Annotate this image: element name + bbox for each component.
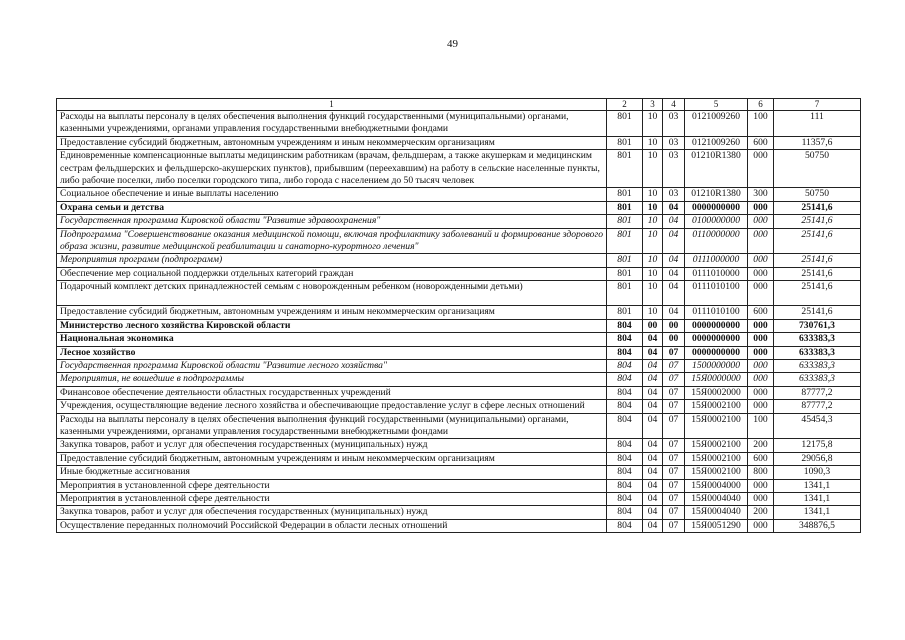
section-cell: 04 xyxy=(643,400,663,413)
subsection-cell: 03 xyxy=(663,188,685,201)
expense-type-cell: 000 xyxy=(748,492,774,505)
code-cell: 804 xyxy=(607,386,643,399)
target-article-cell: 0000000000 xyxy=(685,333,748,346)
section-cell: 04 xyxy=(643,439,663,452)
table-row xyxy=(57,215,861,228)
expense-type-cell: 000 xyxy=(748,319,774,332)
target-article-cell: 0111000000 xyxy=(685,254,748,267)
table-row xyxy=(57,267,861,280)
name-cell: Единовременные компенсационные выплаты медицинским работникам (врачам, фельдшерам, а также акушеркам и медицинским сестрам фельдшерских и фельдшерско-акушерских пунктов), прибывшим (переехавшим) на работу в сельские населенные пункты, либо рабочие поселки, либо поселки городского типа, либо города с населением до 50 тысяч человек xyxy=(57,150,607,188)
amount-cell: 633383,3 xyxy=(774,373,861,386)
target-article-cell: 0000000000 xyxy=(685,201,748,214)
target-article-cell: 0111010100 xyxy=(685,281,748,306)
amount-cell: 87777,2 xyxy=(774,386,861,399)
target-article-cell: 15Я0004040 xyxy=(685,492,748,505)
name-cell: Государственная программа Кировской области "Развитие здравоохранения" xyxy=(57,215,607,228)
subsection-cell: 07 xyxy=(663,413,685,439)
target-article-cell: 1500000000 xyxy=(685,359,748,372)
name-cell: Предоставление субсидий бюджетным, автономным учреждениям и иным некоммерческим организациям xyxy=(57,306,607,319)
target-article-cell: 15Я0051290 xyxy=(685,519,748,532)
amount-cell: 1090,3 xyxy=(774,466,861,479)
amount-cell: 348876,5 xyxy=(774,519,861,532)
amount-cell: 111 xyxy=(774,111,861,137)
subsection-cell: 04 xyxy=(663,201,685,214)
code-cell: 804 xyxy=(607,346,643,359)
name-cell: Финансовое обеспечение деятельности областных государственных учреждений xyxy=(57,386,607,399)
target-article-cell: 0121009260 xyxy=(685,111,748,137)
header-cell: 7 xyxy=(774,99,861,111)
subsection-cell: 07 xyxy=(663,346,685,359)
name-cell: Охрана семьи и детства xyxy=(57,201,607,214)
name-cell: Осуществление переданных полномочий Российской Федерации в области лесных отношений xyxy=(57,519,607,532)
target-article-cell: 15Я0004000 xyxy=(685,479,748,492)
subsection-cell: 00 xyxy=(663,333,685,346)
subsection-cell: 00 xyxy=(663,319,685,332)
table-row xyxy=(57,439,861,452)
code-cell: 804 xyxy=(607,319,643,332)
name-cell: Предоставление субсидий бюджетным, автономным учреждениям и иным некоммерческим организациям xyxy=(57,136,607,149)
expense-type-cell: 100 xyxy=(748,413,774,439)
amount-cell: 633383,3 xyxy=(774,359,861,372)
table-row xyxy=(57,281,861,306)
subsection-cell: 07 xyxy=(663,400,685,413)
table-row xyxy=(57,346,861,359)
target-article-cell: 0111010000 xyxy=(685,267,748,280)
name-cell: Социальное обеспечение и иные выплаты населению xyxy=(57,188,607,201)
table-row xyxy=(57,359,861,372)
code-cell: 804 xyxy=(607,492,643,505)
code-cell: 801 xyxy=(607,136,643,149)
name-cell: Расходы на выплаты персоналу в целях обеспечения выполнения функций государственными (муниципальными) органами, казенными учреждениями, органами управления государственными внебюджетными фондами xyxy=(57,413,607,439)
section-cell: 04 xyxy=(643,359,663,372)
subsection-cell: 03 xyxy=(663,136,685,149)
amount-cell: 1341,1 xyxy=(774,506,861,519)
subsection-cell: 04 xyxy=(663,254,685,267)
expense-type-cell: 000 xyxy=(748,333,774,346)
code-cell: 801 xyxy=(607,267,643,280)
code-cell: 801 xyxy=(607,150,643,188)
code-cell: 804 xyxy=(607,452,643,465)
subsection-cell: 07 xyxy=(663,386,685,399)
amount-cell: 25141,6 xyxy=(774,201,861,214)
target-article-cell: 15Я0002100 xyxy=(685,413,748,439)
table-row xyxy=(57,306,861,319)
amount-cell: 1341,1 xyxy=(774,492,861,505)
subsection-cell: 07 xyxy=(663,466,685,479)
amount-cell: 25141,6 xyxy=(774,281,861,306)
expense-type-cell: 000 xyxy=(748,228,774,254)
section-cell: 10 xyxy=(643,306,663,319)
header-cell: 6 xyxy=(748,99,774,111)
expense-type-cell: 000 xyxy=(748,359,774,372)
code-cell: 801 xyxy=(607,281,643,306)
section-cell: 04 xyxy=(643,492,663,505)
table-row xyxy=(57,201,861,214)
section-cell: 04 xyxy=(643,466,663,479)
subsection-cell: 03 xyxy=(663,111,685,137)
subsection-cell: 07 xyxy=(663,519,685,532)
section-cell: 10 xyxy=(643,281,663,306)
expense-type-cell: 200 xyxy=(748,506,774,519)
section-cell: 04 xyxy=(643,479,663,492)
code-cell: 801 xyxy=(607,111,643,137)
table-row xyxy=(57,111,861,137)
expense-type-cell: 000 xyxy=(748,281,774,306)
name-cell: Государственная программа Кировской области "Развитие лесного хозяйства" xyxy=(57,359,607,372)
section-cell: 00 xyxy=(643,319,663,332)
target-article-cell: 15Я0002000 xyxy=(685,386,748,399)
amount-cell: 1341,1 xyxy=(774,479,861,492)
target-article-cell: 0110000000 xyxy=(685,228,748,254)
amount-cell: 45454,3 xyxy=(774,413,861,439)
name-cell: Мероприятия программ (подпрограмм) xyxy=(57,254,607,267)
table-row xyxy=(57,373,861,386)
table-row xyxy=(57,479,861,492)
header-cell: 5 xyxy=(685,99,748,111)
name-cell: Предоставление субсидий бюджетным, автономным учреждениям и иным некоммерческим организациям xyxy=(57,452,607,465)
code-cell: 804 xyxy=(607,479,643,492)
table-row xyxy=(57,492,861,505)
subsection-cell: 07 xyxy=(663,452,685,465)
section-cell: 04 xyxy=(643,346,663,359)
header-cell: 1 xyxy=(57,99,607,111)
subsection-cell: 04 xyxy=(663,306,685,319)
header-cell: 4 xyxy=(663,99,685,111)
name-cell: Расходы на выплаты персоналу в целях обеспечения выполнения функций государственными (муниципальными) органами, казенными учреждениями, органами управления государственными внебюджетными фондами xyxy=(57,111,607,137)
table-row xyxy=(57,452,861,465)
section-cell: 10 xyxy=(643,254,663,267)
amount-cell: 29056,8 xyxy=(774,452,861,465)
code-cell: 801 xyxy=(607,228,643,254)
code-cell: 804 xyxy=(607,506,643,519)
code-cell: 801 xyxy=(607,215,643,228)
expense-type-cell: 300 xyxy=(748,188,774,201)
table-header-row xyxy=(57,99,861,111)
code-cell: 804 xyxy=(607,439,643,452)
name-cell: Национальная экономика xyxy=(57,333,607,346)
name-cell: Учреждения, осуществляющие ведение лесного хозяйства и обеспечивающие предоставление услуг в сфере лесных отношений xyxy=(57,400,607,413)
expense-type-cell: 000 xyxy=(748,400,774,413)
name-cell: Мероприятия, не вошедшие в подпрограммы xyxy=(57,373,607,386)
table-row xyxy=(57,150,861,188)
amount-cell: 50750 xyxy=(774,188,861,201)
table-row xyxy=(57,519,861,532)
section-cell: 04 xyxy=(643,413,663,439)
table-row xyxy=(57,319,861,332)
name-cell: Лесное хозяйство xyxy=(57,346,607,359)
code-cell: 801 xyxy=(607,254,643,267)
target-article-cell: 15Я0002100 xyxy=(685,439,748,452)
name-cell: Мероприятия в установленной сфере деятельности xyxy=(57,479,607,492)
table-row xyxy=(57,228,861,254)
expense-type-cell: 000 xyxy=(748,215,774,228)
section-cell: 10 xyxy=(643,150,663,188)
section-cell: 10 xyxy=(643,188,663,201)
code-cell: 801 xyxy=(607,188,643,201)
subsection-cell: 07 xyxy=(663,506,685,519)
code-cell: 804 xyxy=(607,359,643,372)
section-cell: 04 xyxy=(643,506,663,519)
section-cell: 10 xyxy=(643,215,663,228)
subsection-cell: 07 xyxy=(663,439,685,452)
target-article-cell: 15Я0000000 xyxy=(685,373,748,386)
name-cell: Подпрограмма "Совершенствование оказания медицинской помощи, включая профилактику заболеваний и формирование здорового образа жизни, развитие медицинской реабилитации и санаторно-курортного лечения" xyxy=(57,228,607,254)
amount-cell: 633383,3 xyxy=(774,346,861,359)
code-cell: 801 xyxy=(607,201,643,214)
table-row xyxy=(57,188,861,201)
header-cell: 3 xyxy=(643,99,663,111)
table-row xyxy=(57,506,861,519)
amount-cell: 50750 xyxy=(774,150,861,188)
name-cell: Обеспечение мер социальной поддержки отдельных категорий граждан xyxy=(57,267,607,280)
target-article-cell: 0111010100 xyxy=(685,306,748,319)
table-row xyxy=(57,413,861,439)
section-cell: 10 xyxy=(643,228,663,254)
table-row xyxy=(57,136,861,149)
amount-cell: 730761,3 xyxy=(774,319,861,332)
name-cell: Иные бюджетные ассигнования xyxy=(57,466,607,479)
table-row xyxy=(57,386,861,399)
subsection-cell: 04 xyxy=(663,228,685,254)
target-article-cell: 0121009260 xyxy=(685,136,748,149)
header-cell: 2 xyxy=(607,99,643,111)
expense-type-cell: 000 xyxy=(748,519,774,532)
expense-type-cell: 000 xyxy=(748,479,774,492)
section-cell: 04 xyxy=(643,373,663,386)
expense-type-cell: 100 xyxy=(748,111,774,137)
code-cell: 804 xyxy=(607,413,643,439)
subsection-cell: 03 xyxy=(663,150,685,188)
target-article-cell: 0100000000 xyxy=(685,215,748,228)
section-cell: 10 xyxy=(643,111,663,137)
expense-type-cell: 000 xyxy=(748,150,774,188)
section-cell: 04 xyxy=(643,452,663,465)
target-article-cell: 01210R1380 xyxy=(685,150,748,188)
expense-type-cell: 200 xyxy=(748,439,774,452)
subsection-cell: 07 xyxy=(663,479,685,492)
budget-table xyxy=(56,98,861,533)
name-cell: Подарочный комплект детских принадлежностей семьям с новорожденным ребенком (новорожденными детьми) xyxy=(57,281,607,306)
target-article-cell: 15Я0002100 xyxy=(685,466,748,479)
code-cell: 804 xyxy=(607,333,643,346)
expense-type-cell: 000 xyxy=(748,386,774,399)
expense-type-cell: 000 xyxy=(748,267,774,280)
code-cell: 804 xyxy=(607,519,643,532)
target-article-cell: 15Я0004040 xyxy=(685,506,748,519)
subsection-cell: 04 xyxy=(663,281,685,306)
name-cell: Министерство лесного хозяйства Кировской области xyxy=(57,319,607,332)
table-row xyxy=(57,254,861,267)
name-cell: Мероприятия в установленной сфере деятельности xyxy=(57,492,607,505)
section-cell: 04 xyxy=(643,386,663,399)
amount-cell: 12175,8 xyxy=(774,439,861,452)
expense-type-cell: 800 xyxy=(748,466,774,479)
code-cell: 804 xyxy=(607,400,643,413)
amount-cell: 87777,2 xyxy=(774,400,861,413)
expense-type-cell: 000 xyxy=(748,201,774,214)
subsection-cell: 04 xyxy=(663,267,685,280)
subsection-cell: 07 xyxy=(663,492,685,505)
amount-cell: 11357,6 xyxy=(774,136,861,149)
name-cell: Закупка товаров, работ и услуг для обеспечения государственных (муниципальных) нужд xyxy=(57,439,607,452)
amount-cell: 25141,6 xyxy=(774,267,861,280)
expense-type-cell: 000 xyxy=(748,254,774,267)
amount-cell: 633383,3 xyxy=(774,333,861,346)
code-cell: 804 xyxy=(607,466,643,479)
expense-type-cell: 600 xyxy=(748,136,774,149)
subsection-cell: 07 xyxy=(663,359,685,372)
target-article-cell: 0000000000 xyxy=(685,346,748,359)
page-number: 49 xyxy=(447,38,458,50)
expense-type-cell: 000 xyxy=(748,346,774,359)
table-row xyxy=(57,333,861,346)
code-cell: 801 xyxy=(607,306,643,319)
section-cell: 10 xyxy=(643,136,663,149)
expense-type-cell: 600 xyxy=(748,452,774,465)
target-article-cell: 15Я0002100 xyxy=(685,452,748,465)
expense-type-cell: 600 xyxy=(748,306,774,319)
name-cell: Закупка товаров, работ и услуг для обеспечения государственных (муниципальных) нужд xyxy=(57,506,607,519)
subsection-cell: 07 xyxy=(663,373,685,386)
section-cell: 04 xyxy=(643,519,663,532)
section-cell: 04 xyxy=(643,333,663,346)
section-cell: 10 xyxy=(643,267,663,280)
expense-type-cell: 000 xyxy=(748,373,774,386)
amount-cell: 25141,6 xyxy=(774,254,861,267)
target-article-cell: 15Я0002100 xyxy=(685,400,748,413)
amount-cell: 25141,6 xyxy=(774,306,861,319)
section-cell: 10 xyxy=(643,201,663,214)
amount-cell: 25141,6 xyxy=(774,215,861,228)
subsection-cell: 04 xyxy=(663,215,685,228)
target-article-cell: 0000000000 xyxy=(685,319,748,332)
code-cell: 804 xyxy=(607,373,643,386)
table-row xyxy=(57,400,861,413)
table-row xyxy=(57,466,861,479)
amount-cell: 25141,6 xyxy=(774,228,861,254)
target-article-cell: 01210R1380 xyxy=(685,188,748,201)
